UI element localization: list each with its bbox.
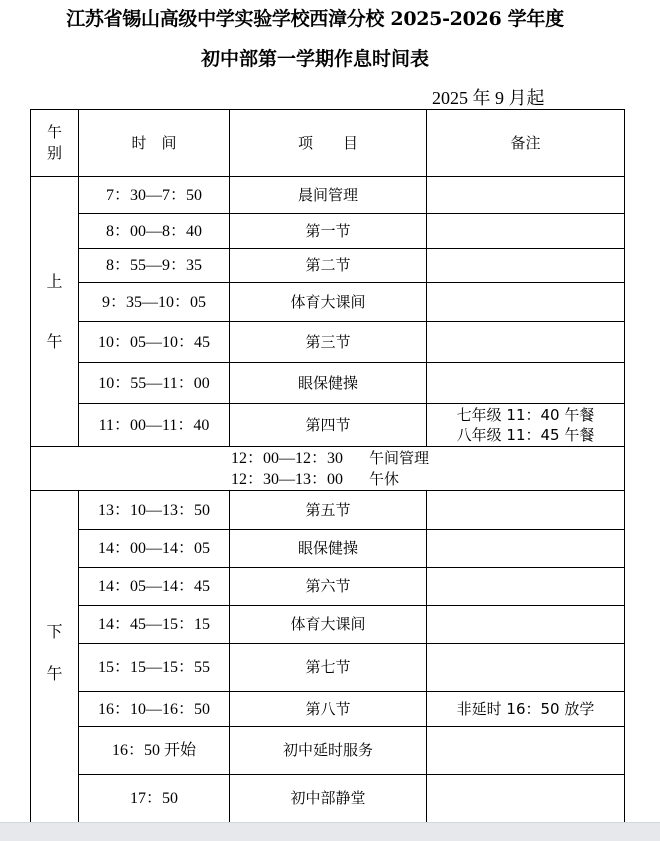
table-header-row <box>31 110 625 177</box>
table-row <box>31 249 625 283</box>
item-cell: 第三节 <box>230 322 427 363</box>
item-cell: 晨间管理 <box>230 177 427 214</box>
item-cell: 体育大课间 <box>230 606 427 644</box>
table-row <box>31 177 625 214</box>
table-row <box>31 568 625 606</box>
noon-row <box>31 447 625 491</box>
item-cell: 第四节 <box>230 404 427 447</box>
note-cell <box>427 404 625 447</box>
time-cell: 11：00—11：40 <box>79 404 230 447</box>
item-cell: 第一节 <box>230 214 427 249</box>
time-cell: 13：10—13：50 <box>79 491 230 530</box>
lunch-note-grade7: 七年级 11：40 午餐 <box>456 406 595 424</box>
note-cell <box>427 491 625 530</box>
time-cell: 8：00—8：40 <box>79 214 230 249</box>
time-cell: 14：05—14：45 <box>79 568 230 606</box>
lunch-note-grade8: 八年级 11：45 午餐 <box>456 426 595 444</box>
note-cell <box>427 568 625 606</box>
note-cell <box>427 606 625 644</box>
note-cell <box>427 322 625 363</box>
time-cell: 14：45—15：15 <box>79 606 230 644</box>
header-time: 时 间 <box>79 110 230 177</box>
time-cell: 16：10—16：50 <box>79 692 230 727</box>
period-afternoon: 下 午 <box>31 491 79 823</box>
time-cell: 10：55—11：00 <box>79 363 230 404</box>
noon-cell <box>31 447 625 491</box>
table-row <box>31 727 625 775</box>
time-cell: 17：50 <box>79 775 230 823</box>
note-cell <box>427 727 625 775</box>
noon-line: 12：30—13：00 午休 <box>231 469 400 488</box>
note-cell <box>427 177 625 214</box>
table-row <box>31 404 625 447</box>
note-cell <box>427 775 625 823</box>
period-morning: 上 午 <box>31 177 79 447</box>
note-cell <box>427 363 625 404</box>
header-note: 备注 <box>427 110 625 177</box>
note-cell: 非延时 16：50 放学 <box>427 692 625 727</box>
table-row <box>31 363 625 404</box>
table-row <box>31 644 625 692</box>
item-cell: 初中延时服务 <box>230 727 427 775</box>
item-cell: 第六节 <box>230 568 427 606</box>
header-period: 午别 <box>31 110 79 177</box>
time-cell: 15：15—15：55 <box>79 644 230 692</box>
table-row <box>31 491 625 530</box>
time-cell: 14：00—14：05 <box>79 530 230 568</box>
item-cell: 第七节 <box>230 644 427 692</box>
time-cell: 9：35—10：05 <box>79 283 230 322</box>
note-cell <box>427 249 625 283</box>
document-title: 江苏省锡山高级中学实验学校西漳分校 2025-2026 学年度 <box>66 8 564 30</box>
item-cell: 第二节 <box>230 249 427 283</box>
time-cell: 10：05—10：45 <box>79 322 230 363</box>
note-cell <box>427 283 625 322</box>
table-row <box>31 214 625 249</box>
item-cell: 眼保健操 <box>230 530 427 568</box>
time-cell: 7：30—7：50 <box>79 177 230 214</box>
item-cell: 眼保健操 <box>230 363 427 404</box>
time-cell: 16：50 开始 <box>79 727 230 775</box>
note-cell <box>427 644 625 692</box>
table-row <box>31 283 625 322</box>
effective-date: 2025 年 9 月起 <box>432 88 545 108</box>
note-cell <box>427 530 625 568</box>
note-cell <box>427 214 625 249</box>
table-row <box>31 530 625 568</box>
table-row <box>31 775 625 823</box>
item-cell: 第五节 <box>230 491 427 530</box>
schedule-table <box>30 109 625 823</box>
item-cell: 体育大课间 <box>230 283 427 322</box>
item-cell: 第八节 <box>230 692 427 727</box>
item-cell: 初中部静堂 <box>230 775 427 823</box>
noon-line: 12：00—12：30 午间管理 <box>231 448 430 467</box>
header-item: 项 目 <box>230 110 427 177</box>
table-row <box>31 322 625 363</box>
document-subtitle: 初中部第一学期作息时间表 <box>200 48 429 70</box>
viewer-bottom-bar <box>0 822 660 841</box>
time-cell: 8：55—9：35 <box>79 249 230 283</box>
table-row <box>31 606 625 644</box>
table-row <box>31 692 625 727</box>
